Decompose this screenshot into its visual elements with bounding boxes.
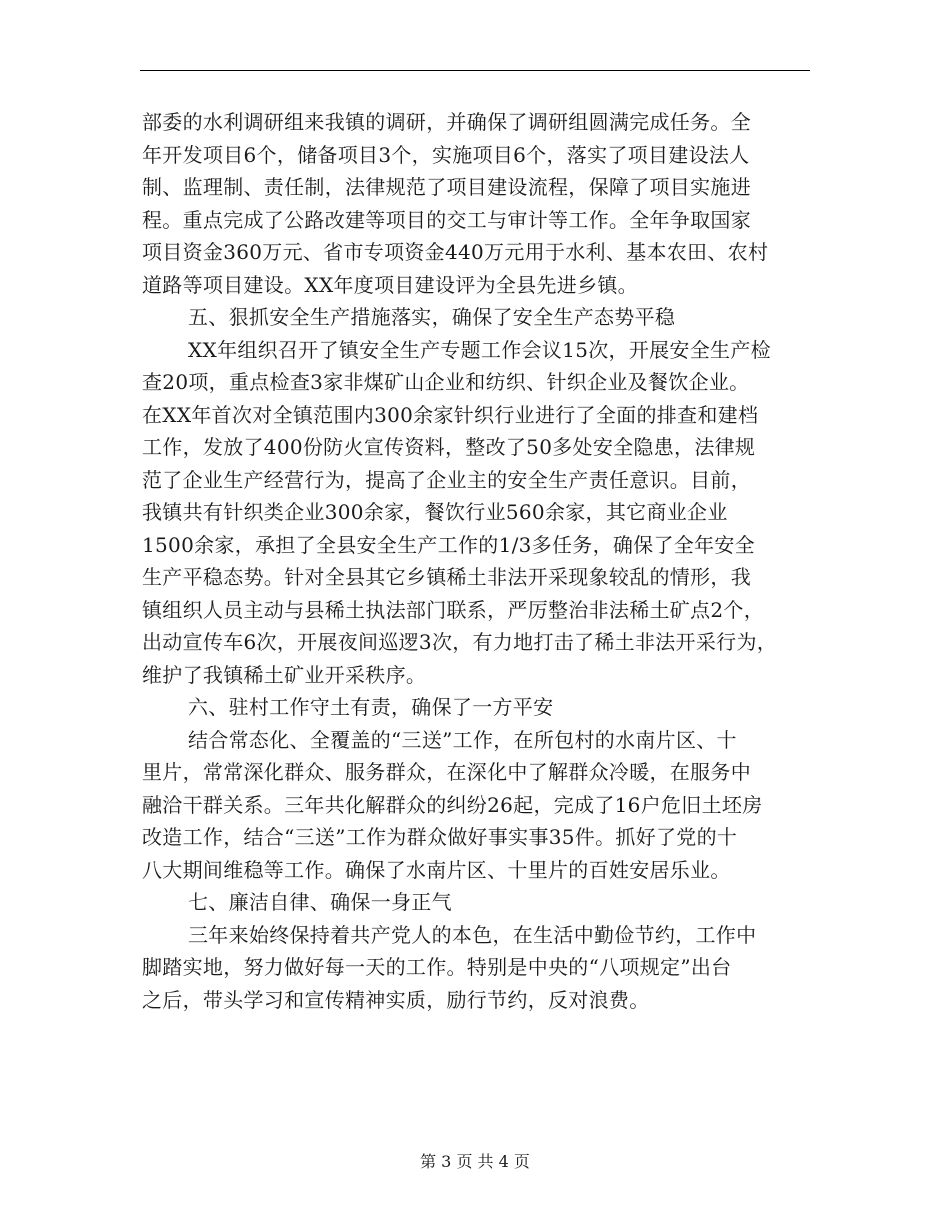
text-line: 五、狠抓安全生产措施落实，确保了安全生产态势平稳 [188, 305, 676, 329]
text-line: 制、监理制、责任制，法律规范了项目建设流程，保障了项目实施进 [142, 175, 751, 199]
text-line: 年开发项目6个，储备项目3个，实施项目6个，落实了项目建设法人 [142, 142, 750, 167]
text-line: 脚踏实地，努力做好每一天的工作。特别是中央的“八项规定”出台 [142, 955, 732, 979]
page-footer: 第 3 页 共 4 页 [420, 1152, 530, 1171]
text-line: 1500余家，承担了全县安全生产工作的1/3多任务，确保了全年安全 [142, 532, 755, 557]
text-line: 之后，带头学习和宣传精神实质，励行节约，反对浪费。 [142, 987, 650, 1012]
text-line: 范了企业生产经营行为，提高了企业主的安全生产责任意识。目前， [142, 467, 751, 492]
text-line: XX年组织召开了镇安全生产专题工作会议15次，开展安全生产检 [188, 337, 771, 362]
text-line: 里片，常常深化群众、服务群众，在深化中了解群众冷暖，在服务中 [142, 760, 751, 784]
text-line: 出动宣传车6次，开展夜间巡逻3次，有力地打击了稀土非法开采行为， [142, 630, 778, 654]
text-line: 八大期间维稳等工作。确保了水南片区、十里片的百姓安居乐业。 [142, 857, 731, 882]
text-line: 项目资金360万元、省市专项资金440万元用于水利、基本农田、农村 [142, 240, 769, 264]
text-line: 查20项，重点检查3家非煤矿山企业和纺织、针织企业及餐饮企业。 [142, 370, 750, 394]
text-line: 七、廉洁自律、确保一身正气 [188, 890, 452, 914]
text-line: 融洽干群关系。三年共化解群众的纠纷26起，完成了16户危旧土坯房 [142, 792, 763, 817]
document-body [142, 106, 832, 1016]
text-line: 部委的水利调研组来我镇的调研，并确保了调研组圆满完成任务。全 [142, 110, 751, 134]
header-rule [140, 70, 810, 71]
text-line: 镇组织人员主动与县稀土执法部门联系，严厉整治非法稀土矿点2个， [142, 597, 765, 622]
text-line: 六、驻村工作守土有责，确保了一方平安 [188, 695, 554, 719]
text-line: 三年来始终保持着共产党人的本色，在生活中勤俭节约，工作中 [188, 922, 757, 947]
text-line: 结合常态化、全覆盖的“三送”工作，在所包村的水南片区、十 [188, 727, 737, 752]
text-line: 改造工作，结合“三送”工作为群众做好事实事35件。抓好了党的十 [142, 825, 738, 849]
text-line: 在XX年首次对全镇范围内300余家针织行业进行了全面的排查和建档 [142, 402, 759, 427]
text-line: 我镇共有针织类企业300余家，餐饮行业560余家，其它商业企业 [142, 500, 728, 524]
text-line: 道路等项目建设。XX年度项目建设评为全县先进乡镇。 [142, 272, 638, 297]
text-line: 生产平稳态势。针对全县其它乡镇稀土非法开采现象较乱的情形，我 [142, 565, 751, 589]
text-line: 工作，发放了400份防火宣传资料，整改了50多处安全隐患，法律规 [142, 435, 756, 459]
text-line: 维护了我镇稀土矿业开采秩序。 [142, 662, 427, 687]
text-line: 程。重点完成了公路改建等项目的交工与审计等工作。全年争取国家 [142, 207, 751, 232]
